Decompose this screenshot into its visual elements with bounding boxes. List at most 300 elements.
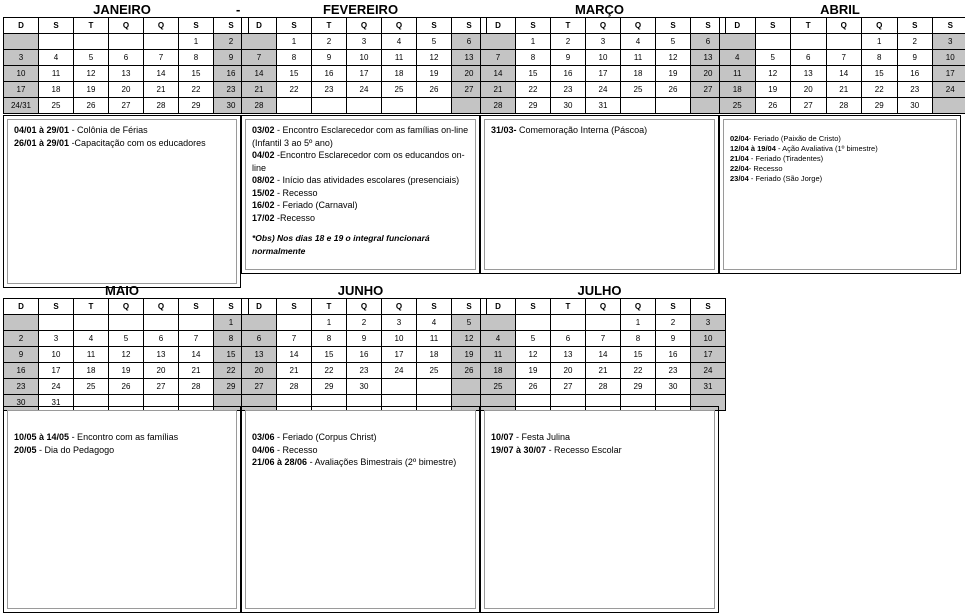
day-cell [277,98,312,114]
day-cell: 26 [417,82,452,98]
day-cell: 24 [933,82,965,98]
day-cell: 26 [656,82,691,98]
day-cell: 6 [144,331,179,347]
month-title: MARÇO [574,2,625,17]
event-item [252,187,469,200]
day-cell: 25 [621,82,656,98]
day-cell: 25 [382,82,417,98]
day-cell [144,315,179,331]
day-cell: 22 [862,82,898,98]
day-cell: 26 [74,98,109,114]
day-cell: 12 [74,66,109,82]
day-cell [656,98,691,114]
month-title: JULHO [577,283,622,298]
day-cell: 10 [933,50,965,66]
event-text: -Capacitação com os educadores [69,137,206,148]
event-item [252,199,469,212]
day-cell: 21 [826,82,862,98]
day-cell: 6 [109,50,144,66]
day-cell: 8 [312,331,347,347]
day-cell: 30 [551,98,586,114]
day-cell: 14 [242,66,277,82]
week-row [481,363,726,379]
event-date: 17/02 [252,212,275,223]
day-cell: 4 [382,34,417,50]
month-title: MAIO [105,283,139,298]
day-cell: 26 [755,98,791,114]
day-cell: 7 [586,331,621,347]
day-cell [755,34,791,50]
event-date: 04/02 [252,150,275,160]
day-cell: 14 [586,347,621,363]
event-item [14,137,230,150]
day-cell: 2 [312,34,347,50]
event-text: -Recesso [274,212,316,223]
weekday-header: Q [347,299,382,315]
day-cell: 10 [691,331,726,347]
day-cell: 17 [586,66,621,82]
weekday-header: Q [382,18,417,34]
event-text: - Feriado (Corpus Christ) [274,432,377,442]
day-cell: 6 [791,50,827,66]
day-cell: 13 [551,347,586,363]
weekday-header: Q [109,299,144,315]
event-text: - Recesso [274,444,318,455]
weekday-header: Q [144,299,179,315]
day-cell: 30 [347,379,382,395]
day-cell: 24 [586,82,621,98]
day-cell: 30 [4,395,39,411]
day-cell: 4 [621,34,656,50]
day-cell: 1 [862,34,898,50]
day-cell: 11 [74,347,109,363]
day-cell: 13 [791,66,827,82]
day-cell: 19 [656,66,691,82]
day-cell: 20 [144,363,179,379]
event-text: - Feriado (Tiradentes) [748,154,824,163]
notes-inner-frame [484,119,715,270]
weekday-header: Q [144,18,179,34]
day-cell: 28 [586,379,621,395]
event-item [730,174,950,184]
event-item [730,164,950,174]
event-item [730,144,950,154]
week-row [481,50,726,66]
day-cell: 17 [691,347,726,363]
month-notes [241,115,480,274]
weekday-header: S [179,299,214,315]
day-cell [74,34,109,50]
day-cell: 5 [74,50,109,66]
day-cell: 23 [897,82,933,98]
day-cell: 13 [691,50,726,66]
event-text: - Recesso [274,187,318,198]
day-cell: 6 [242,331,277,347]
week-row [242,363,487,379]
day-cell: 12 [516,347,551,363]
day-cell: 30 [897,98,933,114]
day-cell: 5 [656,34,691,50]
day-cell [4,315,39,331]
week-row [4,315,249,331]
day-cell: 1 [277,34,312,50]
day-cell [586,315,621,331]
week-row [720,66,965,82]
day-cell: 10 [382,331,417,347]
day-cell: 19 [452,347,487,363]
day-cell: 20 [452,66,487,82]
day-cell: 9 [312,50,347,66]
weekday-header: S [214,299,249,315]
day-cell: 28 [826,98,862,114]
weekday-header: Q [621,18,656,34]
day-cell: 22 [179,82,214,98]
weekday-header: T [74,18,109,34]
day-cell [39,315,74,331]
event-item [252,431,469,444]
event-date: 21/06 à 28/06 [252,457,308,467]
day-cell: 16 [347,347,382,363]
day-cell: 21 [144,82,179,98]
day-cell: 21 [586,363,621,379]
day-cell [933,98,965,114]
day-cell: 4 [720,50,756,66]
weekday-header: S [179,18,214,34]
event-text: - Avaliações Bimestrais (2º bimestre) [307,457,457,467]
weekday-header: S [516,299,551,315]
month-title: JUNHO [337,283,384,298]
day-cell: 11 [417,331,452,347]
day-cell: 18 [621,66,656,82]
day-cell: 27 [791,98,827,114]
event-item [252,212,469,225]
event-item [730,134,950,144]
weekday-header: S [516,18,551,34]
day-cell [481,34,516,50]
day-cell: 7 [277,331,312,347]
event-date: 10/05 à 14/05 [14,432,70,442]
day-cell: 29 [516,98,551,114]
day-cell: 29 [179,98,214,114]
day-cell [791,34,827,50]
day-cell: 14 [144,66,179,82]
day-cell: 25 [39,98,74,114]
event-item [491,124,708,137]
day-cell: 7 [144,50,179,66]
day-cell [347,98,382,114]
day-cell: 12 [417,50,452,66]
day-cell: 27 [551,379,586,395]
week-row [481,347,726,363]
day-cell: 22 [621,363,656,379]
event-item [491,444,708,457]
day-cell [144,34,179,50]
day-cell: 26 [516,379,551,395]
day-cell: 6 [691,34,726,50]
weekday-header: Q [109,18,144,34]
day-cell: 23 [4,379,39,395]
week-row [481,98,726,114]
day-cell: 9 [897,50,933,66]
day-cell: 7 [242,50,277,66]
day-cell: 20 [691,66,726,82]
day-cell: 16 [551,66,586,82]
day-cell: 13 [109,66,144,82]
event-text: - Início das atividades escolares (presenciais) [274,175,460,185]
day-cell: 13 [144,347,179,363]
month-grid [3,17,249,114]
weekday-header: Q [826,18,862,34]
event-text: - Colônia de Férias [69,125,148,135]
day-cell: 14 [277,347,312,363]
day-cell: 30 [214,98,249,114]
weekday-header: S [39,18,74,34]
event-date: 04/06 [252,444,275,455]
day-cell: 26 [452,363,487,379]
day-cell [621,98,656,114]
event-item [252,149,469,174]
event-text: Comemoração Interna (Páscoa) [516,125,648,135]
weekday-header: S [277,299,312,315]
day-cell: 2 [897,34,933,50]
day-cell: 24 [691,363,726,379]
weekday-header: T [74,299,109,315]
day-cell: 23 [656,363,691,379]
day-cell [277,315,312,331]
weekday-header-row [720,18,965,34]
weekday-header: T [551,299,586,315]
day-cell: 29 [621,379,656,395]
day-cell: 25 [720,98,756,114]
weekday-header: S [417,299,452,315]
weekday-header: S [214,18,249,34]
day-cell: 3 [586,34,621,50]
day-cell: 27 [144,379,179,395]
weekday-header: T [551,18,586,34]
event-date: 19/07 à 30/07 [491,444,547,455]
weekday-header: T [312,18,347,34]
day-cell: 30 [656,379,691,395]
day-cell: 11 [39,66,74,82]
day-cell: 5 [755,50,791,66]
day-cell: 3 [39,331,74,347]
day-cell: 1 [214,315,249,331]
day-cell: 6 [452,34,487,50]
day-cell: 9 [551,50,586,66]
day-cell: 5 [516,331,551,347]
week-row [481,379,726,395]
event-date: 21/04 [730,154,749,163]
weekday-header: S [897,18,933,34]
day-cell: 22 [312,363,347,379]
day-cell: 17 [382,347,417,363]
week-row [4,379,249,395]
month-grid [241,17,487,114]
day-cell: 11 [720,66,756,82]
weekday-header-row [481,299,726,315]
month-grid [3,298,249,411]
weekday-header-row [4,299,249,315]
day-cell [720,34,756,50]
weekday-header: T [791,18,827,34]
event-date: 08/02 [252,175,275,185]
day-cell: 18 [720,82,756,98]
weekday-header: S [277,18,312,34]
day-cell: 27 [242,379,277,395]
week-row [720,98,965,114]
weekday-header: D [242,299,277,315]
month-grid [480,17,726,114]
day-cell: 17 [933,66,965,82]
day-cell: 18 [74,363,109,379]
notes-inner-frame [7,119,237,284]
week-row [4,34,249,50]
weekday-header: D [242,18,277,34]
event-item [252,124,469,149]
day-cell: 11 [382,50,417,66]
day-cell: 23 [214,82,249,98]
month-title: JANEIRO [93,2,151,17]
day-cell [74,315,109,331]
day-cell: 18 [417,347,452,363]
event-text: - Ação Avaliativa (1º bimestre) [775,144,878,153]
day-cell: 9 [214,50,249,66]
weekday-header-row [481,18,726,34]
day-cell: 28 [144,98,179,114]
day-cell [179,315,214,331]
week-row [4,82,249,98]
day-cell [417,98,452,114]
weekday-header: D [4,299,39,315]
weekday-header-row [242,18,487,34]
day-cell: 2 [551,34,586,50]
week-row [4,66,249,82]
weekday-header-row [4,18,249,34]
day-cell: 17 [4,82,39,98]
event-date: 03/02 [252,125,275,135]
day-cell: 29 [214,379,249,395]
day-cell: 15 [621,347,656,363]
day-cell: 14 [481,66,516,82]
day-cell [109,34,144,50]
week-row [4,98,249,114]
day-cell: 12 [656,50,691,66]
day-cell: 28 [481,98,516,114]
weekday-header: S [933,18,965,34]
day-cell: 8 [277,50,312,66]
day-cell: 13 [452,50,487,66]
day-cell [417,379,452,395]
weekday-header: S [452,299,487,315]
day-cell: 8 [179,50,214,66]
day-cell: 3 [347,34,382,50]
month-grid [480,298,726,411]
day-cell: 17 [39,363,74,379]
day-cell: 23 [347,363,382,379]
month-title: FEVEREIRO [322,2,399,17]
day-cell: 2 [347,315,382,331]
event-text: - Recesso Escolar [546,444,622,455]
day-cell: 2 [214,34,249,50]
weekday-header: D [4,18,39,34]
day-cell: 21 [179,363,214,379]
title-suffix: - [236,2,241,17]
day-cell: 18 [481,363,516,379]
day-cell: 8 [862,50,898,66]
day-cell: 25 [74,379,109,395]
day-cell: 10 [586,50,621,66]
week-row [242,98,487,114]
day-cell: 29 [312,379,347,395]
day-cell: 7 [481,50,516,66]
event-item [252,456,469,469]
day-cell: 21 [242,82,277,98]
week-row [481,82,726,98]
day-cell: 19 [516,363,551,379]
week-row [720,82,965,98]
day-cell: 8 [621,331,656,347]
event-text: - Encontro Esclarecedor com as famílias on-line (Infantil 3 ao 5º ano) [252,125,469,148]
day-cell: 15 [312,347,347,363]
day-cell: 19 [755,82,791,98]
week-row [481,315,726,331]
event-date: 23/04 [730,174,749,183]
event-text: - Feriado (São Jorge) [748,174,823,183]
event-date: 03/06 [252,432,275,442]
day-cell [481,315,516,331]
event-item [14,124,230,137]
day-cell: 17 [347,66,382,82]
day-cell: 6 [551,331,586,347]
event-date: 12/04 à 19/04 [730,144,776,153]
weekday-header: T [312,299,347,315]
day-cell: 9 [347,331,382,347]
day-cell: 7 [179,331,214,347]
day-cell [382,379,417,395]
weekday-header: S [755,18,791,34]
event-text: - Recesso [748,164,783,173]
day-cell: 20 [551,363,586,379]
day-cell: 1 [516,34,551,50]
day-cell [551,315,586,331]
week-row [481,66,726,82]
event-date: 15/02 [252,187,275,198]
event-text: - Festa Julina [513,432,571,442]
weekday-header: Q [347,18,382,34]
day-cell [312,98,347,114]
week-row [4,331,249,347]
day-cell: 10 [347,50,382,66]
day-cell: 5 [109,331,144,347]
day-cell: 27 [109,98,144,114]
weekday-header: Q [621,299,656,315]
week-row [481,34,726,50]
month-grid [241,298,487,411]
day-cell: 25 [481,379,516,395]
day-cell: 20 [109,82,144,98]
month-notes [241,406,480,613]
day-cell: 20 [791,82,827,98]
week-row [4,347,249,363]
weekday-header: S [417,18,452,34]
event-date: 16/02 [252,200,275,210]
weekday-header: Q [586,18,621,34]
event-date: 04/01 à 29/01 [14,125,70,135]
weekday-header: D [720,18,756,34]
notes-inner-frame [245,410,476,609]
week-row [242,347,487,363]
event-date: 31/03- [491,125,517,135]
